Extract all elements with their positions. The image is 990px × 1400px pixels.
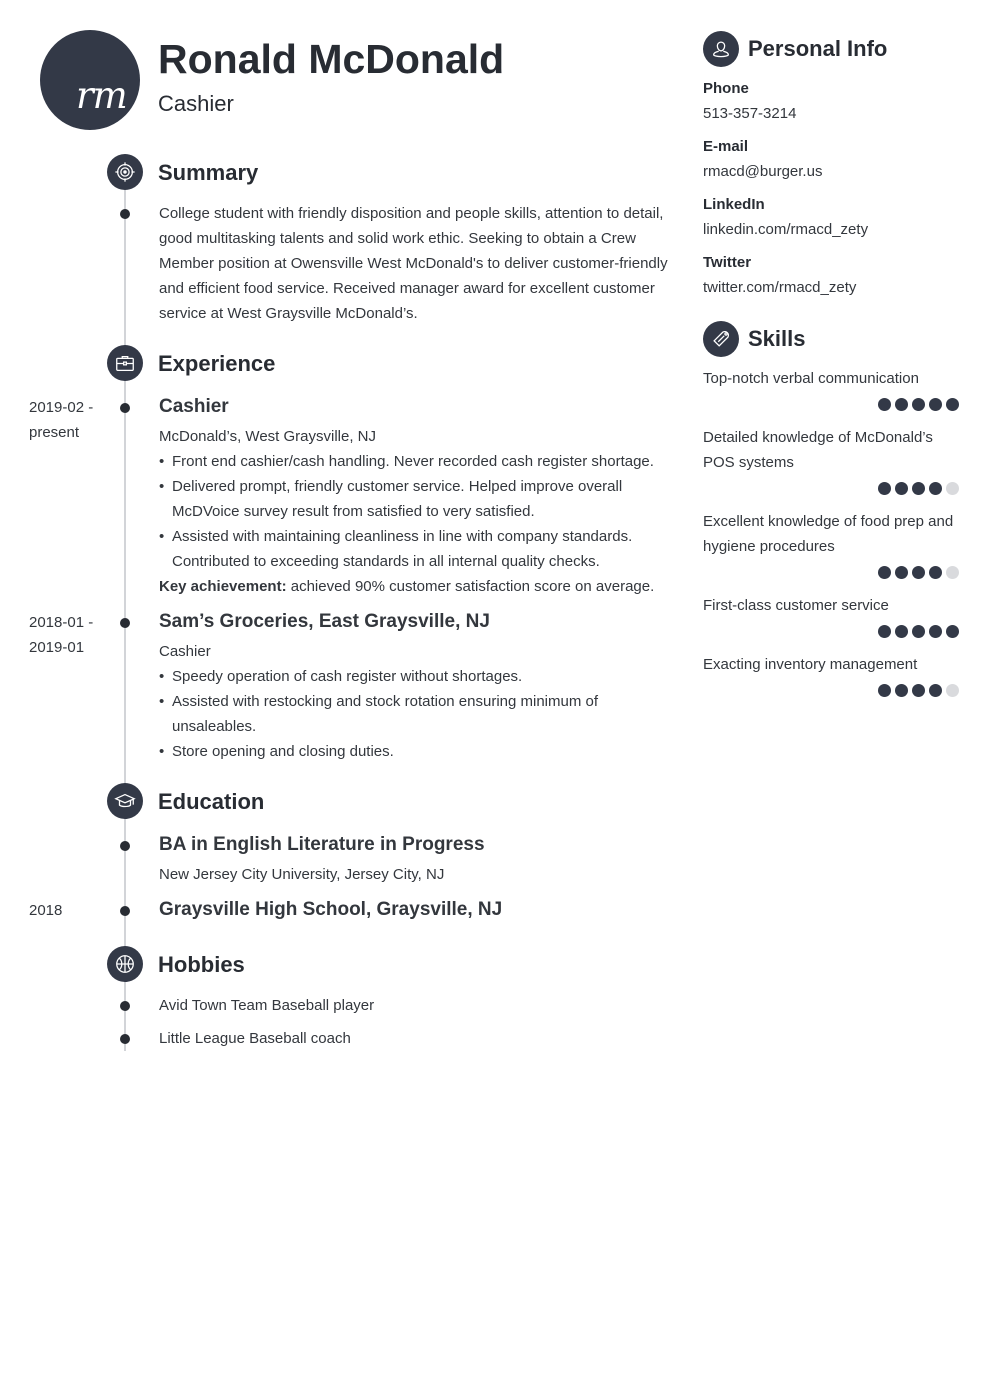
skill-rating	[878, 566, 959, 579]
key-achievement-text: achieved 90% customer satisfaction score on average.	[286, 578, 655, 595]
timeline-dot	[120, 841, 130, 851]
job-date-end: 2019-01	[29, 639, 85, 656]
personal-info-heading: Personal Info	[748, 36, 888, 61]
rating-dot-filled	[929, 398, 942, 411]
target-icon	[107, 154, 143, 190]
skill-name: First-class customer service	[703, 597, 889, 614]
education-heading: Education	[158, 789, 265, 814]
basketball-icon	[107, 946, 143, 982]
rating-dot-filled	[895, 684, 908, 697]
rating-dot-filled	[929, 566, 942, 579]
job-date-end: present	[29, 424, 80, 441]
timeline-dot	[120, 209, 130, 219]
job-bullet: • Speedy operation of cash register without shortages.	[159, 664, 629, 689]
summary-heading: Summary	[158, 160, 259, 185]
info-value-phone[interactable]: 513-357-3214	[703, 105, 797, 122]
rating-dot-filled	[895, 482, 908, 495]
rating-dot-filled	[878, 482, 891, 495]
rating-dot-empty	[946, 482, 959, 495]
job-bullet: • Delivered prompt, friendly customer service. Helped improve overall McDVoice survey result from satisfied to very satisfied.	[159, 474, 671, 524]
rating-dot-filled	[878, 625, 891, 638]
rating-dot-filled	[912, 684, 925, 697]
rating-dot-filled	[946, 625, 959, 638]
skill-rating	[878, 684, 959, 697]
rating-dot-filled	[878, 684, 891, 697]
tools-icon	[703, 321, 739, 357]
timeline-dot	[120, 403, 130, 413]
graduation-cap-icon	[107, 783, 143, 819]
skill-name: Detailed knowledge of McDonald’s POS systems	[703, 429, 933, 471]
hobbies-heading: Hobbies	[158, 952, 245, 977]
info-label-phone: Phone	[703, 80, 749, 97]
info-value-email[interactable]: rmacd@burger.us	[703, 163, 823, 180]
job-bullet-list	[159, 664, 629, 764]
monogram-avatar	[40, 30, 140, 130]
education-school: New Jersey City University, Jersey City, NJ	[159, 866, 445, 883]
job-date-start: 2019-02 -	[29, 399, 94, 416]
education-title: Graysville High School, Graysville, NJ	[159, 899, 503, 920]
job-company: Cashier	[159, 643, 211, 660]
info-value-twitter[interactable]: twitter.com/rmacd_zety	[703, 279, 857, 296]
job-bullet: • Assisted with maintaining cleanliness in line with company standards. Contributed to exceeding standards in all internal quality checks.	[159, 524, 671, 574]
hobby-item: Little League Baseball coach	[159, 1030, 351, 1047]
job-bullet: • Store opening and closing duties.	[159, 739, 629, 764]
education-title: BA in English Literature in Progress	[159, 834, 485, 855]
rating-dot-filled	[878, 566, 891, 579]
rating-dot-filled	[929, 482, 942, 495]
resume-job-title: Cashier	[158, 91, 234, 116]
timeline-dot	[120, 906, 130, 916]
job-date-start: 2018-01 -	[29, 614, 94, 631]
timeline-dot	[120, 1001, 130, 1011]
education-date: 2018	[29, 902, 63, 919]
monogram-initials: rm	[76, 74, 127, 117]
skill-name: Exacting inventory management	[703, 656, 918, 673]
rating-dot-filled	[912, 625, 925, 638]
job-key-achievement	[159, 574, 654, 599]
job-bullet: • Assisted with restocking and stock rotation ensuring minimum of unsaleables.	[159, 689, 629, 739]
info-label-twitter: Twitter	[703, 254, 752, 271]
key-achievement-label: Key achievement:	[159, 578, 287, 595]
job-company: McDonald’s, West Graysville, NJ	[159, 428, 377, 445]
info-label-email: E-mail	[703, 138, 749, 155]
skill-rating	[878, 625, 959, 638]
skill-rating	[878, 398, 959, 411]
person-icon	[703, 31, 739, 67]
skill-name: Top-notch verbal communication	[703, 370, 919, 387]
rating-dot-filled	[895, 625, 908, 638]
rating-dot-filled	[912, 482, 925, 495]
rating-dot-filled	[929, 625, 942, 638]
rating-dot-filled	[912, 398, 925, 411]
timeline-dot	[120, 1034, 130, 1044]
skill-name: Excellent knowledge of food prep and hygiene procedures	[703, 513, 954, 555]
skills-heading: Skills	[748, 326, 806, 351]
info-label-linkedin: LinkedIn	[703, 196, 765, 213]
job-bullet-list	[159, 449, 671, 574]
job-bullet: • Front end cashier/cash handling. Never recorded cash register shortage.	[159, 449, 671, 474]
skill-rating	[878, 482, 959, 495]
job-title: Sam’s Groceries, East Graysville, NJ	[159, 611, 490, 632]
rating-dot-empty	[946, 684, 959, 697]
experience-heading: Experience	[158, 351, 276, 376]
info-value-linkedin[interactable]: linkedin.com/rmacd_zety	[703, 221, 869, 238]
rating-dot-filled	[912, 566, 925, 579]
briefcase-icon	[107, 345, 143, 381]
rating-dot-filled	[895, 398, 908, 411]
rating-dot-filled	[878, 398, 891, 411]
timeline-dot	[120, 618, 130, 628]
rating-dot-empty	[946, 566, 959, 579]
summary-text: College student with friendly disposition and people skills, attention to detail, good multitasking talents and solid work ethic. Seeking to obtain a Crew Member position at Owensville West McDonald's to deliver customer-friendly and efficient food service. Received manager award for excellent customer service at West Graysville McDonald’s.	[159, 205, 668, 322]
hobby-item: Avid Town Team Baseball player	[159, 997, 375, 1014]
rating-dot-filled	[946, 398, 959, 411]
rating-dot-filled	[895, 566, 908, 579]
job-title: Cashier	[159, 396, 229, 417]
rating-dot-filled	[929, 684, 942, 697]
resume-name: Ronald McDonald	[158, 36, 505, 82]
